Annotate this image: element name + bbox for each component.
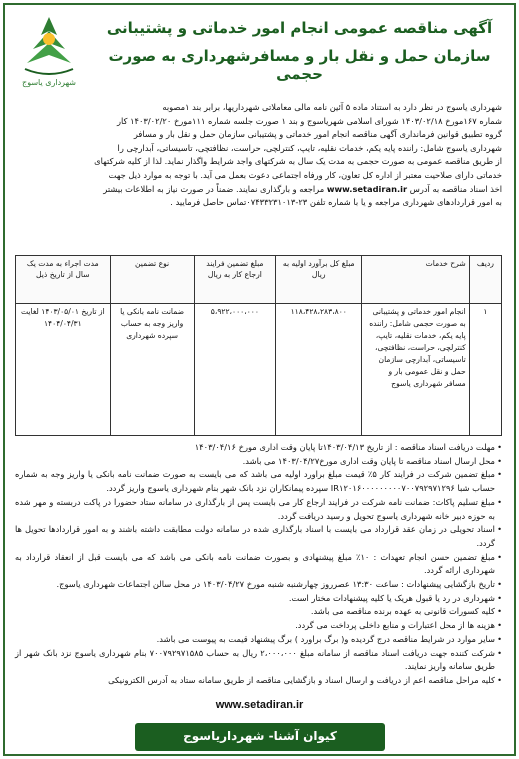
notice-header [5, 5, 514, 97]
header-guarantee-type: نوع تضمین [110, 256, 194, 304]
intro-text: اخذ اسناد مناقصه به آدرس [407, 183, 502, 194]
intro-line: شماره ۱۶۷مورخ ۱۴۰۳/۰۲/۱۸ شورای اسلامی شهریاسوج و بند ۱ صورت جلسه شماره ۱۱۱مورخ ۱۴۰۳/۰۲/۲۰ کار [116, 115, 502, 126]
list-item: • سایر موارد در شرایط مناقصه درج گردیده و( برگ براورد ) برگ پیشنهاد قیمت به پیوست می باشد. [15, 633, 502, 647]
intro-line: گروه تطبیق قوانین فرمانداری آگهی مناقصه انجام امور خدماتی و پشتیبانی سازمان حمل و نقل بار و مسافر [133, 129, 502, 140]
intro-line: شهرداری یاسوج در نظر دارد به استناد ماده ۵ آئین نامه مالی معاملاتی شهرداریها، برابر بند ۱مصوبه [162, 102, 502, 112]
municipality-logo [13, 11, 85, 89]
intro-line: شهرداری یاسوج شامل: راننده پایه یکم، خدمات نقلیه، تایپ، کنترلچی، حراست، نظافتچی، تاسیساتی، آبدارچی را [117, 142, 502, 153]
cell-estimate: ۱۱۸،۴۲۸،۲۸۳،۸۰۰ [276, 304, 362, 436]
footer-banner [135, 723, 385, 751]
header-row-number: ردیف [469, 256, 501, 304]
setad-site-url[interactable]: www.setadiran.ir [215, 699, 304, 711]
list-item: • مهلت دریافت اسناد مناقصه : از تاریخ ۱۴۰۳/۰۴/۱۳تا پایان وقت اداری مورخ ۱۴۰۳/۰۴/۱۶ [15, 441, 502, 455]
list-item: • کلیه کسورات قانونی به عهده برنده مناقصه می باشد. [15, 605, 502, 619]
table-header-row [16, 256, 502, 304]
list-item: • تاریخ بازگشایی پیشنهادات : ساعت ۱۳:۳۰ عصرروز چهارشنبه شنبه مورخ ۱۴۰۳/۰۴/۲۷ در محل سالن اجتماعات شهرداری یاسوج. [15, 578, 502, 592]
footer-text: کیوان آشنا- شهرداریاسوج [183, 729, 337, 743]
list-item: • شهرداری در رد یا قبول هریک یا کلیه پیشنهادات مختار است. [15, 592, 502, 606]
list-item: • کلیه مراحل مناقصه اعم از دریافت و ارسال اسناد و بازگشایی مناقصه از طریق سامانه ستاد به آدرس الکترونیکی [15, 674, 502, 688]
cell-duration: از تاریخ ۱۴۰۳/۰۵/۰۱ لغایت ۱۴۰۴/۰۴/۳۱ [16, 304, 111, 436]
list-item: • محل ارسال اسناد مناقصه تا پایان وقت اداری مورخ۱۴۰۳/۰۴/۲۷ می باشد. [15, 455, 502, 469]
list-item: • مبلغ تسلیم پاکات: ضمانت نامه شرکت در فرایند ارجاع کار می بایست پس از بارگذاری در سامانه ستاد حضورا در پاکت دربسته و مهر شده به حوزه دبیر خانه شهرداری یاسوج تحویل و رسید دریافت گردد. [15, 496, 502, 523]
list-item: • هزینه ها از محل اعتبارات و منابع داخلی پرداخت می گردد. [15, 619, 502, 633]
conditions-list [15, 441, 502, 688]
list-item: • شرکت کننده جهت دریافت اسناد مناقصه از سامانه مبلغ ۲،۰۰۰،۰۰۰ ریال به حساب ۷۰۰۷۹۲۹۷۱۵۸۵ بنام شهرداری یاسوج نزد بانک شهر از طریق سامانه واریز نمایند. [15, 647, 502, 674]
services-table [15, 255, 502, 436]
header-guarantee-amount: مبلغ تضمین فرایند ارجاع کار به ریال [194, 256, 276, 304]
header-duration: مدت اجراء به مدت یک سال از تاریخ ذیل [16, 256, 111, 304]
cell-guarantee-type: ضمانت نامه بانکی یا واریز وجه به حساب سپرده شهرداری [110, 304, 194, 436]
setad-link[interactable]: www.setadiran.ir [326, 183, 408, 194]
list-item: • اسناد تحویلی در زمان عقد قرارداد می بایست با اسناد بارگذاری شده در سامانه دولت مطابقت داشته باشند و به امور قراردادها تحویل ها گردد. [15, 523, 502, 550]
notice-title-line1: آگهی مناقصه عمومی انجام امور خدماتی و پشتیبانی [106, 19, 493, 37]
header-estimate: مبلغ کل برآورد اولیه به ریال [276, 256, 362, 304]
list-item: • مبلغ تضمین حسن انجام تعهدات : ۱۰٪ مبلغ پیشنهادی و بصورت ضمانت نامه بانکی می باشد که می بایست قبل از انعقاد قرارداد به شهرداری ارائه گردد. [15, 551, 502, 578]
svg-text:شهرداری یاسوج: شهرداری یاسوج [22, 78, 76, 87]
list-item: • مبلغ تضمین شرکت در فرایند کار ۵٪ قیمت مبلغ براورد اولیه می باشد که می بایست به صورت ضمانت نامه بانکی یا واریز وجه به شماره حساب شبا IR۱۲۰۱۶۰۰۰۰۰۰۰۰۰۷۰۰۷۹۲۹۷۱۲۹۶ سپرده پیمانکاران نزد بانک شهر بنام شهرداری یاسوج واریز گردد. [15, 468, 502, 495]
notice-title-line2: سازمان حمل و نقل بار و مسافرشهرداری به صورت حجمی [108, 47, 491, 83]
intro-line [15, 183, 502, 197]
intro-line: به امور قراردادهای شهرداری مراجعه و یا با شماره تلفن ۲۳-۰۷۴۳۳۲۳۱۰۱۳تماس حاصل فرمایید . [170, 197, 502, 208]
cell-row-number: ۱ [469, 304, 501, 436]
cell-description: انجام امور خدماتی و پشتیبانی به صورت حجمی شامل: راننده پایه یکم، خدمات نقلیه، تایپ، کنترلچی، حراست، نظافتچی، تاسیساتی، آبدارچی سازمان حمل و نقل عمومی بار و مسافر شهرداری یاسوج [362, 304, 470, 436]
intro-text: مراجعه و بارگذاری نمایند. ضمناً در صورت نیاز به اطلاعات بیشتر [103, 183, 327, 194]
table-row [16, 304, 502, 436]
tender-notice [3, 3, 516, 756]
intro-line: از طریق مناقصه عمومی به صورت حجمی به مدت یک سال به شرکتهای واجد شرایط واگذار نماید. لذا از کلیه شرکتهای [94, 156, 502, 167]
cell-guarantee-amount: ۵،۹۲۲،۰۰۰،۰۰۰ [194, 304, 276, 436]
intro-line: خدماتی دارای صلاحیت معتبر از اداره کل تعاون، کار ورفاه اجتماعی دعوت بعمل می آید. با توجه به موارد ذیل جهت [108, 169, 502, 180]
intro-paragraph [15, 101, 502, 210]
header-description: شرح خدمات [362, 256, 470, 304]
